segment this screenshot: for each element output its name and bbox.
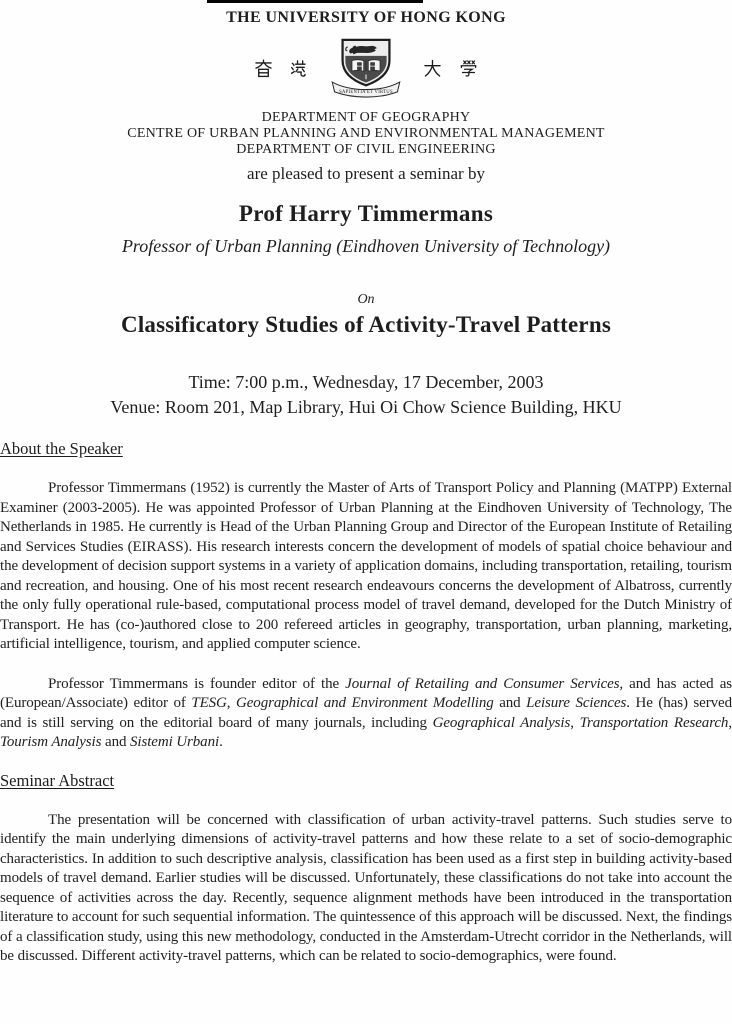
abstract-paragraph: The presentation will be concerned with classification of urban activity-travel patterns. Such studies serve to identify the main underlying dimensions of activity-travel patterns and how these relate to a set of socio-demographic characteristics. In addition to such descriptive analysis, classification has been used as a first step in building activity-based models of travel demand. Earlier studies will be discussed. Unfortunately, these classifications do not take into account the sequence of activities across the day. Recently, sequence alignment methods have been introduced in the transportation literature to account for such sequential information. The quintessence of this approach will be discussed. Next, the findings of a classification study, using this new methodology, conducted in the Amsterdam-Utrecht corridor in the Netherlands, will be discussed. Different activity-travel patterns, which can be related to socio-demographics, were found. (0, 811, 732, 964)
seminar-title: Classificatory Studies of Activity-Travel Patterns (121, 312, 611, 337)
char-da-icon (423, 59, 442, 78)
time-line: Time: 7:00 p.m., Wednesday, 17 December, 2003 (188, 372, 544, 392)
department-line-urban-planning: CENTRE OF URBAN PLANNING AND ENVIRONMENTAL MANAGEMENT (127, 126, 605, 141)
speaker-title: Professor of Urban Planning (Eindhoven University of Technology) (121, 236, 611, 256)
university-crest-row (0, 38, 732, 98)
char-xiang-icon (254, 59, 273, 78)
university-name: THE UNIVERSITY OF HONG KONG (226, 9, 506, 26)
hku-crest-icon (330, 38, 402, 98)
speaker-bio-paragraph-1: Professor Timmermans (1952) is currently the Master of Arts of Transport Policy and Planning (MATPP) External Examiner (2003-2005). He was appointed Professor of Urban Planning at the Eindhoven University of Technology, The Netherlands in 1985. He currently is Head of the Urban Planning Group and Director of the European Institute of Retailing and Services Studies (EIRASS). His research interests concern the development of models of spatial choice behaviour and the development of decision support systems in a variety of application domains, including transportation, retailing, tourism and recreation, and housing. One of his most recent research endeavours concerns the development of Albatross, currently the only fully operational rule-based, computational process model of travel demand, developed for the Dutch Ministry of Transport. He has (co-)authored close to 200 refereed articles in geography, transportation, urban planning, marketing, artificial intelligence, tourism, and applied computer science. (0, 480, 732, 652)
scan-artifact-bar (207, 0, 423, 3)
about-speaker-heading: About the Speaker (0, 439, 123, 458)
char-gang-icon (290, 59, 309, 78)
venue-line: Venue: Room 201, Map Library, Hui Oi Chow Science Building, HKU (110, 397, 622, 417)
intro-line: are pleased to present a seminar by (247, 164, 485, 183)
on-label: On (357, 292, 375, 307)
speaker-name: Prof Harry Timmermans (238, 201, 494, 226)
department-line-civil-engineering: DEPARTMENT OF CIVIL ENGINEERING (236, 142, 496, 157)
char-xue-icon (459, 59, 478, 78)
crest-motto: SAPIENTIA ET VIRTUS (339, 89, 393, 95)
speaker-bio-paragraph-2: Professor Timmermans is founder editor of the Journal of Retailing and Consumer Services, and has acted as (European/Associate) editor of TESG, Geographical and Environment Modelling and Leisure Sciences. He (has) served and is still serving on the editorial board of many journals, including Geographical Analysis, Transportation Research, Tourism Analysis and Sistemi Urbani. (0, 675, 732, 750)
seminar-abstract-heading: Seminar Abstract (0, 770, 115, 790)
department-line-geography: DEPARTMENT OF GEOGRAPHY (261, 110, 471, 125)
department-list (0, 110, 732, 158)
